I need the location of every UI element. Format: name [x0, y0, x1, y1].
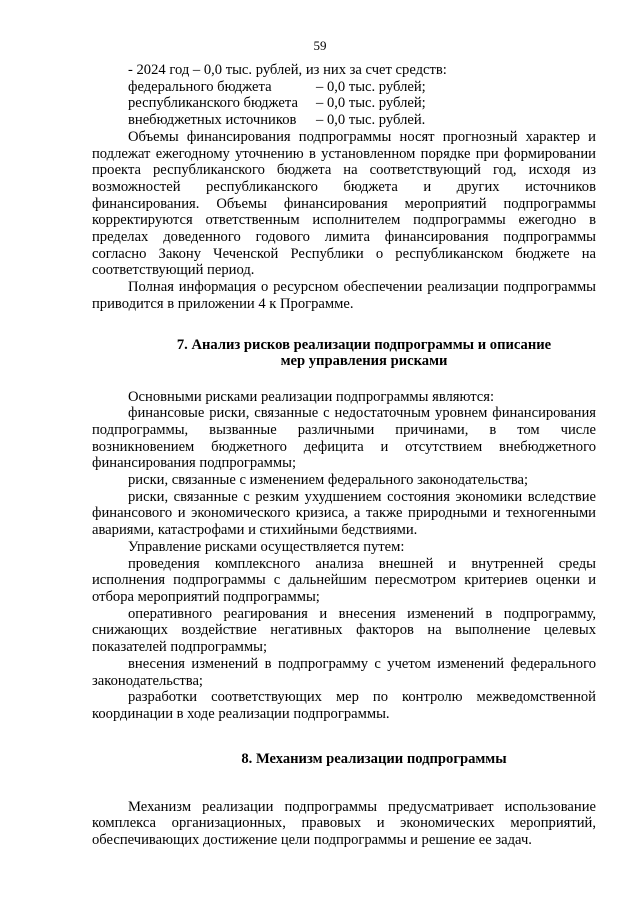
funding-amount: – 0,0 тыс. рублей;: [316, 95, 426, 112]
paragraph: проведения комплексного анализа внешней и внутренней среды исполнения подпрограммы с дальнейшим пересмотром критериев оценки и отбора мероприятий подпрограммы;: [92, 555, 596, 605]
paragraph: внесения изменений в подпрограмму с учетом изменений федерального законодательства;: [92, 655, 596, 689]
paragraph: Полная информация о ресурсном обеспечении реализации подпрограммы приводится в приложении 4 к Программе.: [92, 279, 596, 312]
section-8-heading: 8. Механизм реализации подпрограммы: [241, 750, 507, 767]
section-7-title-line-2: мер управления рисками: [280, 352, 448, 369]
paragraph: оперативного реагирования и внесения изменений в подпрограмму, снижающих воздействие негативных факторов на выполнение целевых показателей подпрограммы;: [92, 605, 596, 656]
section-7-title-line-1: 7. Анализ рисков реализации подпрограммы и описание: [176, 336, 552, 353]
paragraph: финансовые риски, связанные с недостаточным уровнем финансирования подпрограммы, вызванные различными причинами, в том числе возникновением бюджетного дефицита и отсутствием внебюджетного финансирования подпрограммы;: [92, 405, 596, 472]
funding-amount: – 0,0 тыс. рублей.: [316, 112, 426, 129]
paragraph: риски, связанные с резким ухудшением состояния экономики вследствие финансового и экономического кризиса, а также природными и техногенными авариями, катастрофами и стихийными бедствиями.: [92, 488, 596, 539]
paragraph: Управление рисками осуществляется путем:: [128, 538, 405, 555]
funding-intro: [92, 62, 596, 79]
funding-source: республиканского бюджета: [128, 95, 298, 112]
funding-row: [92, 112, 596, 129]
paragraph: Механизм реализации подпрограммы предусматривает использование комплекса организационных, правовых и экономических мероприятий, обеспечивающих достижение цели подпрограммы и решение ее задач.: [92, 798, 596, 849]
paragraph: разработки соответствующих мер по контролю межведомственной координации в ходе реализации подпрограммы.: [92, 689, 596, 722]
paragraph: Объемы финансирования подпрограммы носят прогнозный характер и подлежат ежегодному уточнению в установленном порядке при формировании проекта республиканского бюджета на соответствующий год, исходя из возможностей республиканского бюджета и других источников финансирования. Объемы финансирования мероприятий подпрограммы корректируются ответственным исполнителем подпрограммы ежегодно в пределах доведенного годового лимита финансирования подпрограммы согласно Закону Чеченской Республики о республиканском бюджете на соответствующий период.: [92, 128, 596, 279]
document-body: [92, 62, 596, 849]
funding-amount: – 0,0 тыс. рублей;: [316, 78, 426, 95]
funding-row: [92, 95, 596, 112]
funding-row: [92, 79, 596, 96]
paragraph: Основными рисками реализации подпрограммы являются:: [128, 388, 495, 405]
funding-intro-text: - 2024 год – 0,0 тыс. рублей, из них за счет средств:: [128, 62, 447, 78]
page-number: 59: [313, 38, 327, 53]
funding-source: внебюджетных источников: [128, 112, 297, 129]
paragraph: риски, связанные с изменением федерального законодательства;: [128, 472, 529, 489]
section-7-heading: [92, 337, 596, 369]
funding-source: федерального бюджета: [128, 78, 272, 95]
